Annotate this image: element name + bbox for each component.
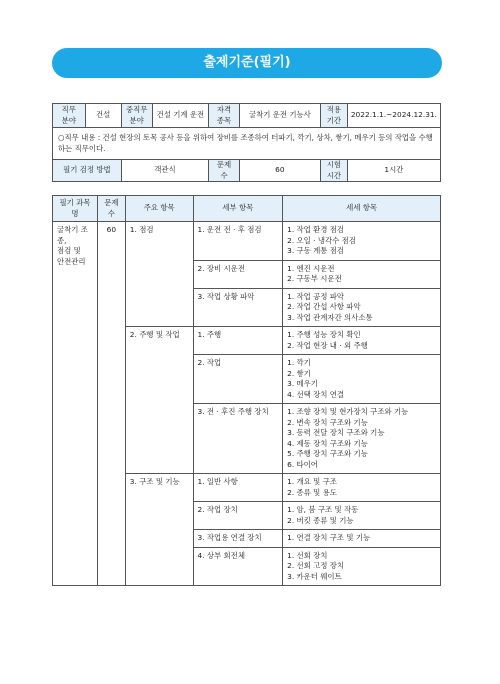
- detail-item-cell: [283, 502, 441, 530]
- detail-item: 1. 엔진 시운전: [287, 263, 335, 273]
- sub-item-cell: 1. 운전 전 · 후 점검: [193, 222, 283, 261]
- sub-item-cell: 3. 작업 상황 파악: [193, 288, 283, 327]
- detail-item-cell: [283, 404, 441, 474]
- detail-item: 1. 연결 장치 구조 및 기능: [287, 533, 371, 542]
- detail-item: 3. 카운터 웨이트: [287, 571, 342, 581]
- sub-item-cell: 2. 작업: [193, 355, 283, 404]
- detail-item: 1. 암, 붐 구조 및 작동: [287, 505, 359, 514]
- questions-value: 60: [239, 160, 320, 182]
- detail-item: 1. 조향 장치 및 현가장치 구조와 기능: [287, 407, 409, 416]
- detail-item: 1. 작업 환경 점검: [287, 225, 345, 234]
- detail-item: 1. 깍기: [287, 358, 311, 367]
- detail-item-cell: [283, 547, 441, 586]
- subject-header: 필기 과목명: [53, 196, 98, 222]
- detail-item: 2. 작업 간섭 사항 파악: [287, 302, 361, 311]
- detail-item-cell: [283, 530, 441, 548]
- detail-item: 2. 오일 · 냉각수 점검: [287, 235, 356, 245]
- sub-item-cell: 1. 주행: [193, 327, 283, 355]
- detail-item-cell: [283, 327, 441, 355]
- sub-item-cell: 2. 장비 시운전: [193, 260, 283, 288]
- detail-item: 1. 주행 성능 장치 확인: [287, 330, 361, 339]
- detail-item: 3. 동력 전달 장치 구조와 기능: [287, 428, 385, 437]
- sub-item-cell: 3. 전 · 후진 주행 장치: [193, 404, 283, 474]
- main-item-cell: 3. 구조 및 기능: [125, 474, 193, 586]
- detail-item-cell: [283, 474, 441, 502]
- sub-item-cell: 3. 작업용 연결 장치: [193, 530, 283, 548]
- main-item-cell: 2. 주행 및 작업: [125, 327, 193, 474]
- detail-item: 1. 개요 및 구조: [287, 477, 337, 486]
- detail-item: 2. 변속 장치 구조와 기능: [287, 417, 368, 427]
- detail-item: 4. 선택 장치 연결: [287, 389, 345, 399]
- sub-item-cell: 4. 상부 회전체: [193, 547, 283, 586]
- exam-method-value: 객관식: [121, 160, 208, 182]
- sub-item-cell: 2. 작업 장치: [193, 502, 283, 530]
- criteria-table: [52, 195, 441, 586]
- detail-item: 4. 제동 장치 구조와 기능: [287, 438, 368, 448]
- detail-item-cell: [283, 355, 441, 404]
- detail-item: 3. 작업 관계자간 의사소통: [287, 312, 373, 322]
- questions-label: 문제 수: [209, 160, 240, 182]
- sub-field-label: 중직무 분야: [121, 104, 152, 128]
- detail-item-header: 세세 항목: [283, 196, 441, 222]
- count-header: 문제 수: [97, 196, 125, 222]
- detail-item: 2. 구동부 시운전: [287, 274, 342, 283]
- page-title: 출제기준(필기): [52, 48, 442, 78]
- exam-info-table: [52, 103, 441, 182]
- main-item-header: 주요 항목: [125, 196, 193, 222]
- exam-method-label: 필기 검정 방법: [53, 160, 122, 182]
- detail-item-cell: [283, 260, 441, 288]
- detail-item: 3. 구동 계통 점검: [287, 246, 345, 255]
- detail-item-cell: [283, 222, 441, 261]
- detail-item: 2. 종류 및 용도: [287, 487, 337, 497]
- main-item-cell: 1. 점검: [125, 222, 193, 327]
- period-value: 2022.1.1.~2024.12.31.: [347, 104, 440, 128]
- sub-item-cell: 1. 일반 사항: [193, 474, 283, 502]
- detail-item: 2. 버킷 종류 및 기능: [287, 515, 354, 525]
- detail-item: 2. 작업 현장 내 · 외 주행: [287, 340, 368, 350]
- detail-item: 3. 메우기: [287, 379, 318, 388]
- table-row: [53, 222, 441, 261]
- subject-count-cell: 60: [97, 222, 125, 586]
- detail-item: 1. 선회 장치: [287, 550, 328, 560]
- cert-label: 자격 종목: [209, 104, 240, 128]
- job-field-value: 건설: [85, 104, 121, 128]
- job-description: ○직무 내용 : 건설 현장의 토목 공사 등을 위하여 장비를 조종하여 터파기, 깍기, 상차, 쌓기, 메우기 등의 작업을 수행하는 직무이다.: [53, 128, 441, 160]
- detail-item: 2. 선회 고정 장치: [287, 561, 345, 570]
- time-label: 시험 시간: [320, 160, 347, 182]
- sub-field-value: 건설 기계 운전: [152, 104, 209, 128]
- time-value: 1시간: [347, 160, 440, 182]
- period-label: 적용 기간: [320, 104, 347, 128]
- detail-item: 1. 작업 공정 파악: [287, 291, 345, 301]
- cert-value: 굴착기 운전 기능사: [239, 104, 320, 128]
- subject-cell: 굴착기 조종, 점검 및 안전관리: [53, 222, 98, 586]
- sub-item-header: 세부 항목: [193, 196, 283, 222]
- job-field-label: 직무 분야: [53, 104, 86, 128]
- detail-item: 5. 주행 장치 구조와 기능: [287, 449, 368, 458]
- detail-item: 6. 타이어: [287, 459, 318, 469]
- detail-item: 2. 쌓기: [287, 368, 311, 378]
- detail-item-cell: [283, 288, 441, 327]
